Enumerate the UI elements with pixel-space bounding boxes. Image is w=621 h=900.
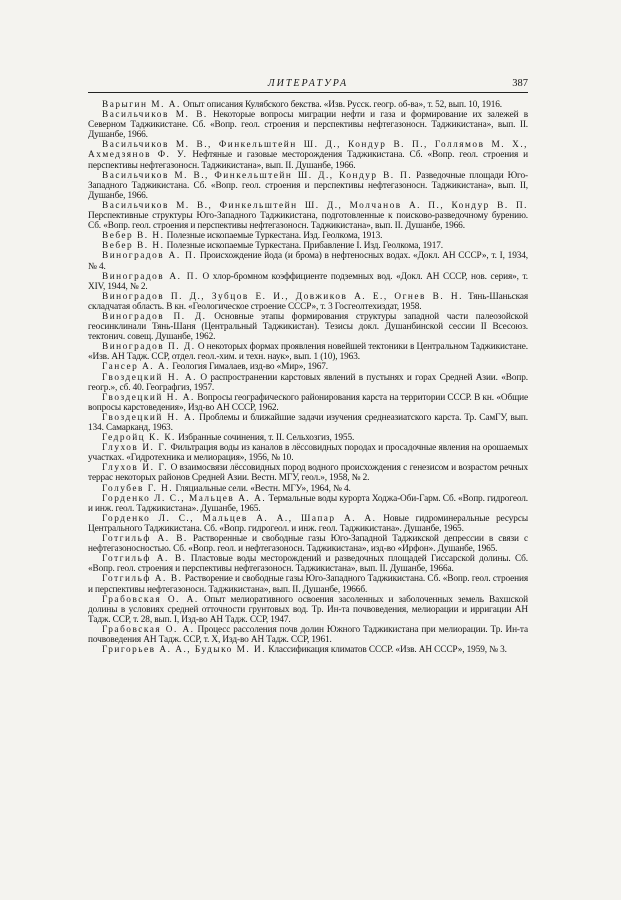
- entry-author: Васильчиков М. В., Финкельштейн Ш. Д., Молчанов А. П., Кондур В. П.: [102, 200, 528, 211]
- entry-text: Классификация климатов СССР. «Изв. АН СССР», 1959, № 3.: [268, 645, 507, 656]
- entry-text: Растворение и свободные газы Юго-Западного Таджикистана. Сб. «Вопр. геол. строения и перспективы нефтегазоносн. Таджикистана», вып. II. Душанбе, 1966б.: [88, 574, 528, 595]
- bibliography-entry: [88, 433, 528, 443]
- bibliography-entry: [88, 463, 528, 483]
- entry-author: Васильчиков М. В., Финкельштейн Ш. Д., Кондур В. П.: [102, 170, 413, 181]
- entry-text: Вопросы географического районирования карста на территории СССР. В кн. «Общие вопросы карстоведения», Изд-во АН СССР, 1962.: [88, 392, 528, 413]
- entry-text: Основные этапы формирования структуры западной части палеозойской геосинклинали Тянь-Шаня (Центральный Таджикистан). Тезисы докл. Душанбинской сессии II Всесоюз. тектонич. совещ. Душанбе, 1962.: [88, 311, 528, 343]
- bibliography-entry: [88, 140, 528, 170]
- entry-author: Виноградов П. Д.: [102, 311, 207, 322]
- entry-author: Глухов И. Г.: [102, 443, 169, 454]
- entry-text: Термальные воды курорта Ходжа-Оби-Гарм. Сб. «Вопр. гидрогеол. и инж. геол. Таджикистана». Душанбе, 1965.: [88, 493, 528, 514]
- bibliography-entry: [88, 514, 528, 534]
- entry-author: Грабовская О. А.: [102, 594, 199, 605]
- page-number: 387: [512, 78, 528, 89]
- entry-text: Полезные ископаемые Туркестана. Прибавление I. Изд. Геолкома, 1917.: [166, 241, 443, 252]
- bibliography-entry: [88, 494, 528, 514]
- header-rule: [88, 92, 528, 93]
- bibliography-entry: [88, 312, 528, 342]
- bibliography-entry: [88, 484, 528, 494]
- entry-text: Полезные ископаемые Туркестана. Изд. Геолкома, 1913.: [166, 231, 383, 242]
- bibliography-entry: [88, 272, 528, 292]
- entry-author: Вебер В. Н.: [102, 231, 165, 242]
- entry-author: Готгильф А. В.: [102, 534, 188, 545]
- entry-author: Виноградов П. Д., Зубцов Е. И., Довжиков А. Е., Огнев В. Н.: [102, 291, 463, 302]
- entry-author: Грабовская О. А.: [102, 624, 195, 635]
- entry-text: Опыт описания Кулябского бекства. «Изв. Русск. геогр. об-ва», т. 52, вып. 10, 1916.: [182, 100, 503, 110]
- entry-author: Горденко Л. С., Мальцев А. А.: [102, 493, 267, 504]
- entry-author: Виноградов А. П.: [102, 251, 198, 262]
- running-title: ЛИТЕРАТУРА: [267, 78, 349, 89]
- bibliography-entry: [88, 645, 528, 655]
- entry-text: Новые гидроминеральные ресурсы Центрального Таджикистана. Сб. «Вопр. гидрогеол. и инж. геол. Таджикистана». Душанбе, 1965.: [88, 513, 528, 534]
- entry-author: Гвоздецкий Н. А.: [102, 392, 195, 403]
- bibliography-entry: [88, 574, 528, 594]
- bibliography-entry: [88, 342, 528, 362]
- bibliography-entry: [88, 251, 528, 271]
- bibliography-entry: [88, 292, 528, 312]
- entry-text: Разведочные площади Юго-Западного Таджикистана. Сб. «Вопр. геол. строения и перспективы нефтегазоносн. Таджикистана», вып. II, Душанбе, 1966.: [88, 170, 528, 201]
- entry-author: Гвоздецкий Н. А.: [102, 372, 197, 383]
- entry-text: Опыт мелиоративного освоения засоленных и заболоченных земель Вахшской долины в условиях средней отточности грунтовых вод. Тр. Ин-та почвоведения, мелиорации и ирригации АН Тадж. ССР, т. 28, вып. I, Изд-во АН Тадж. ССР, 1947.: [88, 594, 528, 625]
- entry-author: Виноградов П. Д.: [102, 342, 196, 353]
- entry-text: О некоторых формах проявления новейшей тектоники в Центральном Таджикистане. «Изв. АН Тадж. ССР, отдел. геол.-хим. и техн. наук», вып. 1 (10), 1963.: [88, 342, 528, 363]
- entry-text: Перспективные структуры Юго-Западного Таджикистана, подготовленные к поисково-разведочному бурению. Сб. «Вопр. геол. строения и перспективы нефтегазоносн. Таджикистана», вып. II. Душанбе, 1966.: [88, 211, 528, 232]
- entry-author: Григорьев А. А., Будыко М. И.: [102, 645, 267, 656]
- bibliography-entry: [88, 373, 528, 393]
- entry-text: Некоторые вопросы миграции нефти и газа и формирование их залежей в Северном Таджикистане. Сб. «Вопр. геол. строения и перспективы нефтегазоносн. Таджикистана», вып. II. Душанбе, 1966.: [88, 110, 528, 141]
- page-header: [88, 78, 528, 92]
- entry-author: Гансер А. А.: [102, 362, 170, 373]
- entry-author: Голубев Г. Н.: [102, 483, 174, 494]
- bibliography-entry: [88, 595, 528, 625]
- bibliography-entry: [88, 554, 528, 574]
- entry-author: Горденко Л. С., Мальцев А. А., Шапар А. А.: [102, 513, 377, 524]
- entry-text: Пластовые воды месторождений и разведочных площадей Гиссарской долины. Сб. «Вопр. геол. строения и перспективы нефтегазоносн. Таджикистана», вып. II. Душанбе, 1966а.: [88, 554, 528, 575]
- bibliography-list: [88, 100, 528, 655]
- bibliography-entry: [88, 413, 528, 433]
- bibliography-entry: [88, 443, 528, 463]
- bibliography-entry: [88, 241, 528, 251]
- entry-text: Нефтяные и газовые месторождения Таджикистана. Сб. «Вопр. геол. строения и перспективы нефтегазоносн. Таджикистана», вып. II. Душанбе, 1966.: [88, 150, 528, 171]
- bibliography-entry: [88, 362, 528, 372]
- bibliography-entry: [88, 393, 528, 413]
- entry-text: О хлор-бромном коэффициенте подземных вод. «Докл. АН СССР, нов. серия», т. XIV, 1944, № 2.: [88, 271, 528, 292]
- bibliography-entry: [88, 534, 528, 554]
- entry-author: Готгильф А. В.: [102, 554, 187, 565]
- entry-text: Тянь-Шаньская складчатая область. В кн. «Геологическое строение СССР», т. 3 Госгеолтехиздат, 1958.: [88, 291, 528, 312]
- entry-author: Готгильф А. В.: [102, 574, 183, 585]
- entry-author: Виноградов А. П.: [102, 271, 199, 282]
- entry-text: Гляциальные сели. «Вестн. МГУ», 1964, № 4.: [175, 483, 351, 494]
- entry-text: Растворенные и свободные газы Юго-Западной Таджикской депрессии в связи с нефтегазоносностью. Сб. «Вопр. геол. и нефтегазоносн. Таджикистана», изд-во «Ирфон». Душанбе, 1965.: [88, 534, 528, 555]
- entry-text: Геология Гималаев, изд-во «Мир», 1967.: [172, 362, 328, 373]
- bibliography-entry: [88, 100, 528, 110]
- entry-author: Гедройц К. К.: [102, 433, 176, 444]
- entry-author: Васильчиков М. В., Финкельштейн Ш. Д., Кондур В. П., Голлямов М. Х., Ахмедзянов Ф. У.: [88, 140, 528, 161]
- entry-text: Проблемы и ближайшие задачи изучения среднеазиатского карста. Тр. СамГУ, вып. 134. Самарканд, 1963.: [88, 412, 528, 433]
- entry-author: Васильчиков М. В.: [102, 110, 208, 121]
- entry-text: О распространении карстовых явлений в пустынях и горах Средней Азии. «Вопр. геогр.», сб. 40. Географгиз, 1957.: [88, 372, 528, 393]
- bibliography-entry: [88, 171, 528, 201]
- bibliography-entry: [88, 625, 528, 645]
- entry-author: Гвоздецкий Н. А.: [102, 412, 197, 423]
- entry-author: Варыгин М. А.: [102, 100, 181, 110]
- entry-author: Глухов И. Г.: [102, 463, 169, 474]
- bibliography-entry: [88, 231, 528, 241]
- entry-text: Фильтрация воды из каналов в лёссовидных породах и просадочные явления на орошаемых участках. «Гидротехника и мелиорация», 1956, № 10.: [88, 443, 528, 464]
- entry-text: Происхождение йода (и брома) в нефтеносных водах. «Докл. АН СССР», т. I, 1934, № 4.: [88, 251, 528, 272]
- entry-text: Избранные сочинения, т. II. Сельхозгиз, 1955.: [178, 433, 355, 444]
- entry-author: Вебер В. Н.: [102, 241, 165, 252]
- bibliography-entry: [88, 110, 528, 140]
- bibliography-entry: [88, 201, 528, 231]
- entry-text: О взаимосвязи лёссовидных пород водного происхождения с генезисом и возрастом речных террас некоторых районов Средней Азии. Вестн. МГУ, геол.», 1958, № 2.: [88, 463, 528, 484]
- entry-text: Процесс рассоления почв долин Южного Таджикистана при мелиорации. Тр. Ин-та почвоведения АН Тадж. ССР, т. X, Изд-во АН Тадж. ССР, 1961.: [88, 624, 528, 645]
